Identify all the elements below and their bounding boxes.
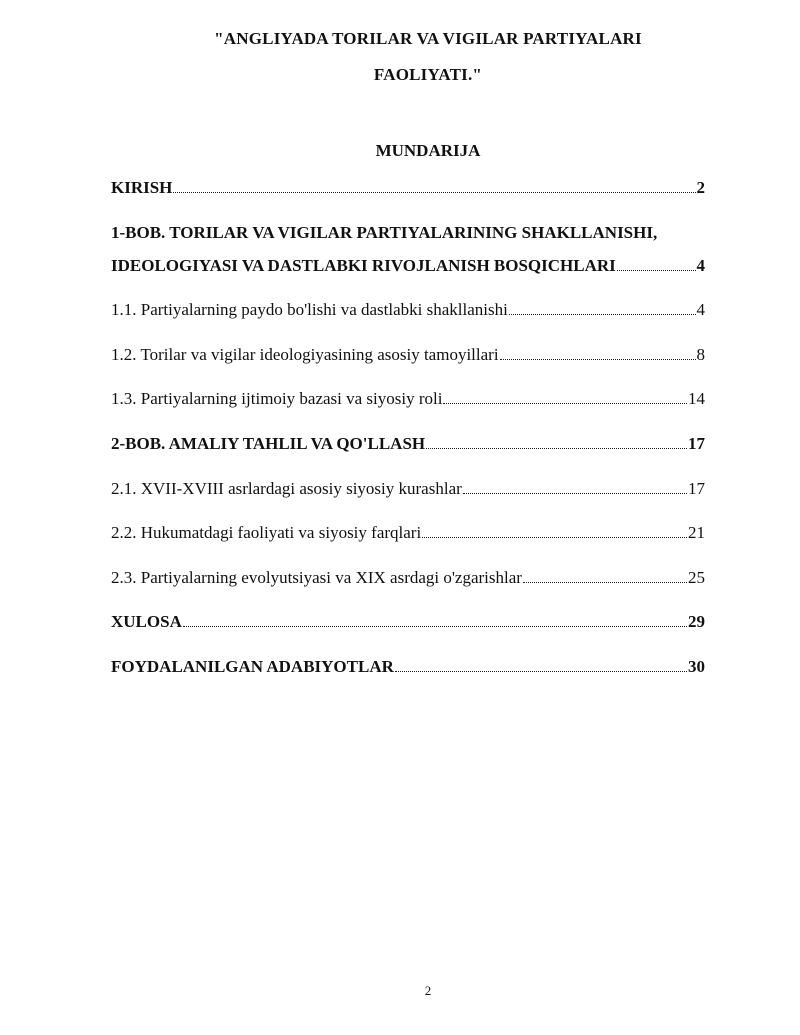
toc-entry-page: 25	[688, 568, 705, 587]
toc-entry-page: 4	[696, 256, 705, 275]
toc-entry-page: 17	[688, 479, 705, 498]
toc-entry-label: FOYDALANILGAN ADABIYOTLAR	[111, 657, 394, 676]
toc-entry-bob1-line1: 1-BOB. TORILAR VA VIGILAR PARTIYALARINING SHAKLLANISHI,	[111, 223, 658, 242]
toc-entry-page: 17	[688, 434, 705, 453]
toc-entry-adabiyotlar	[111, 656, 705, 678]
toc-entry-bob1	[111, 255, 705, 277]
toc-entry-label: 2.1. XVII-XVIII asrlardagi asosiy siyosiy kurashlar	[111, 479, 462, 498]
toc-entry-label: 2.3. Partiyalarning evolyutsiyasi va XIX asrdagi o'zgarishlar	[111, 568, 522, 587]
toc-leader-dots	[523, 570, 687, 583]
toc-leader-dots	[500, 347, 696, 360]
toc-entry-1-1	[111, 299, 705, 321]
toc-entry-label: XULOSA	[111, 612, 182, 631]
toc-entry-xulosa	[111, 611, 705, 633]
toc-leader-dots	[463, 481, 687, 494]
page-number: 2	[424, 983, 432, 998]
toc-entry-2-3	[111, 567, 705, 589]
toc-entry-page: 14	[688, 389, 705, 408]
toc-entry-page: 2	[696, 178, 705, 197]
toc-entry-2-2	[111, 522, 705, 544]
toc-entry-label: 1.3. Partiyalarning ijtimoiy bazasi va siyosiy roli	[111, 389, 443, 408]
toc-leader-dots	[395, 659, 687, 672]
toc-leader-dots	[509, 302, 696, 315]
toc-leader-dots	[183, 614, 687, 627]
toc-entry-1-2	[111, 344, 705, 366]
toc-entry-label: 1.1. Partiyalarning paydo bo'lishi va dastlabki shakllanishi	[111, 300, 508, 319]
toc-leader-dots	[617, 258, 696, 271]
toc-entry-page: 4	[696, 300, 705, 319]
toc-entry-label: 2-BOB. AMALIY TAHLIL VA QO'LLASH	[111, 434, 426, 453]
toc-leader-dots	[426, 436, 687, 449]
toc-entry-2-1	[111, 478, 705, 500]
toc-leader-dots	[443, 391, 687, 404]
toc-entry-label: IDEOLOGIYASI VA DASTLABKI RIVOJLANISH BOSQICHLARI	[111, 256, 616, 275]
document-title-line-1: "ANGLIYADA TORILAR VA VIGILAR PARTIYALARI	[214, 29, 642, 48]
toc-entry-1-3	[111, 388, 705, 410]
toc-entry-page: 29	[688, 612, 705, 631]
toc-entry-label: KIRISH	[111, 178, 173, 197]
toc-entry-label: 2.2. Hukumatdagi faoliyati va siyosiy farqlari	[111, 523, 422, 542]
toc-entry-page: 8	[696, 345, 705, 364]
toc-entry-page: 30	[688, 657, 705, 676]
toc-entry-bob2	[111, 433, 705, 455]
toc-entry-page: 21	[688, 523, 705, 542]
toc-leader-dots	[422, 525, 687, 538]
toc-heading: MUNDARIJA	[375, 141, 481, 160]
document-title-line-2: FAOLIYATI."	[373, 65, 483, 84]
toc-entry-kirish	[111, 177, 705, 199]
toc-leader-dots	[173, 180, 695, 193]
toc-entry-label: 1.2. Torilar va vigilar ideologiyasining asosiy tamoyillari	[111, 345, 499, 364]
